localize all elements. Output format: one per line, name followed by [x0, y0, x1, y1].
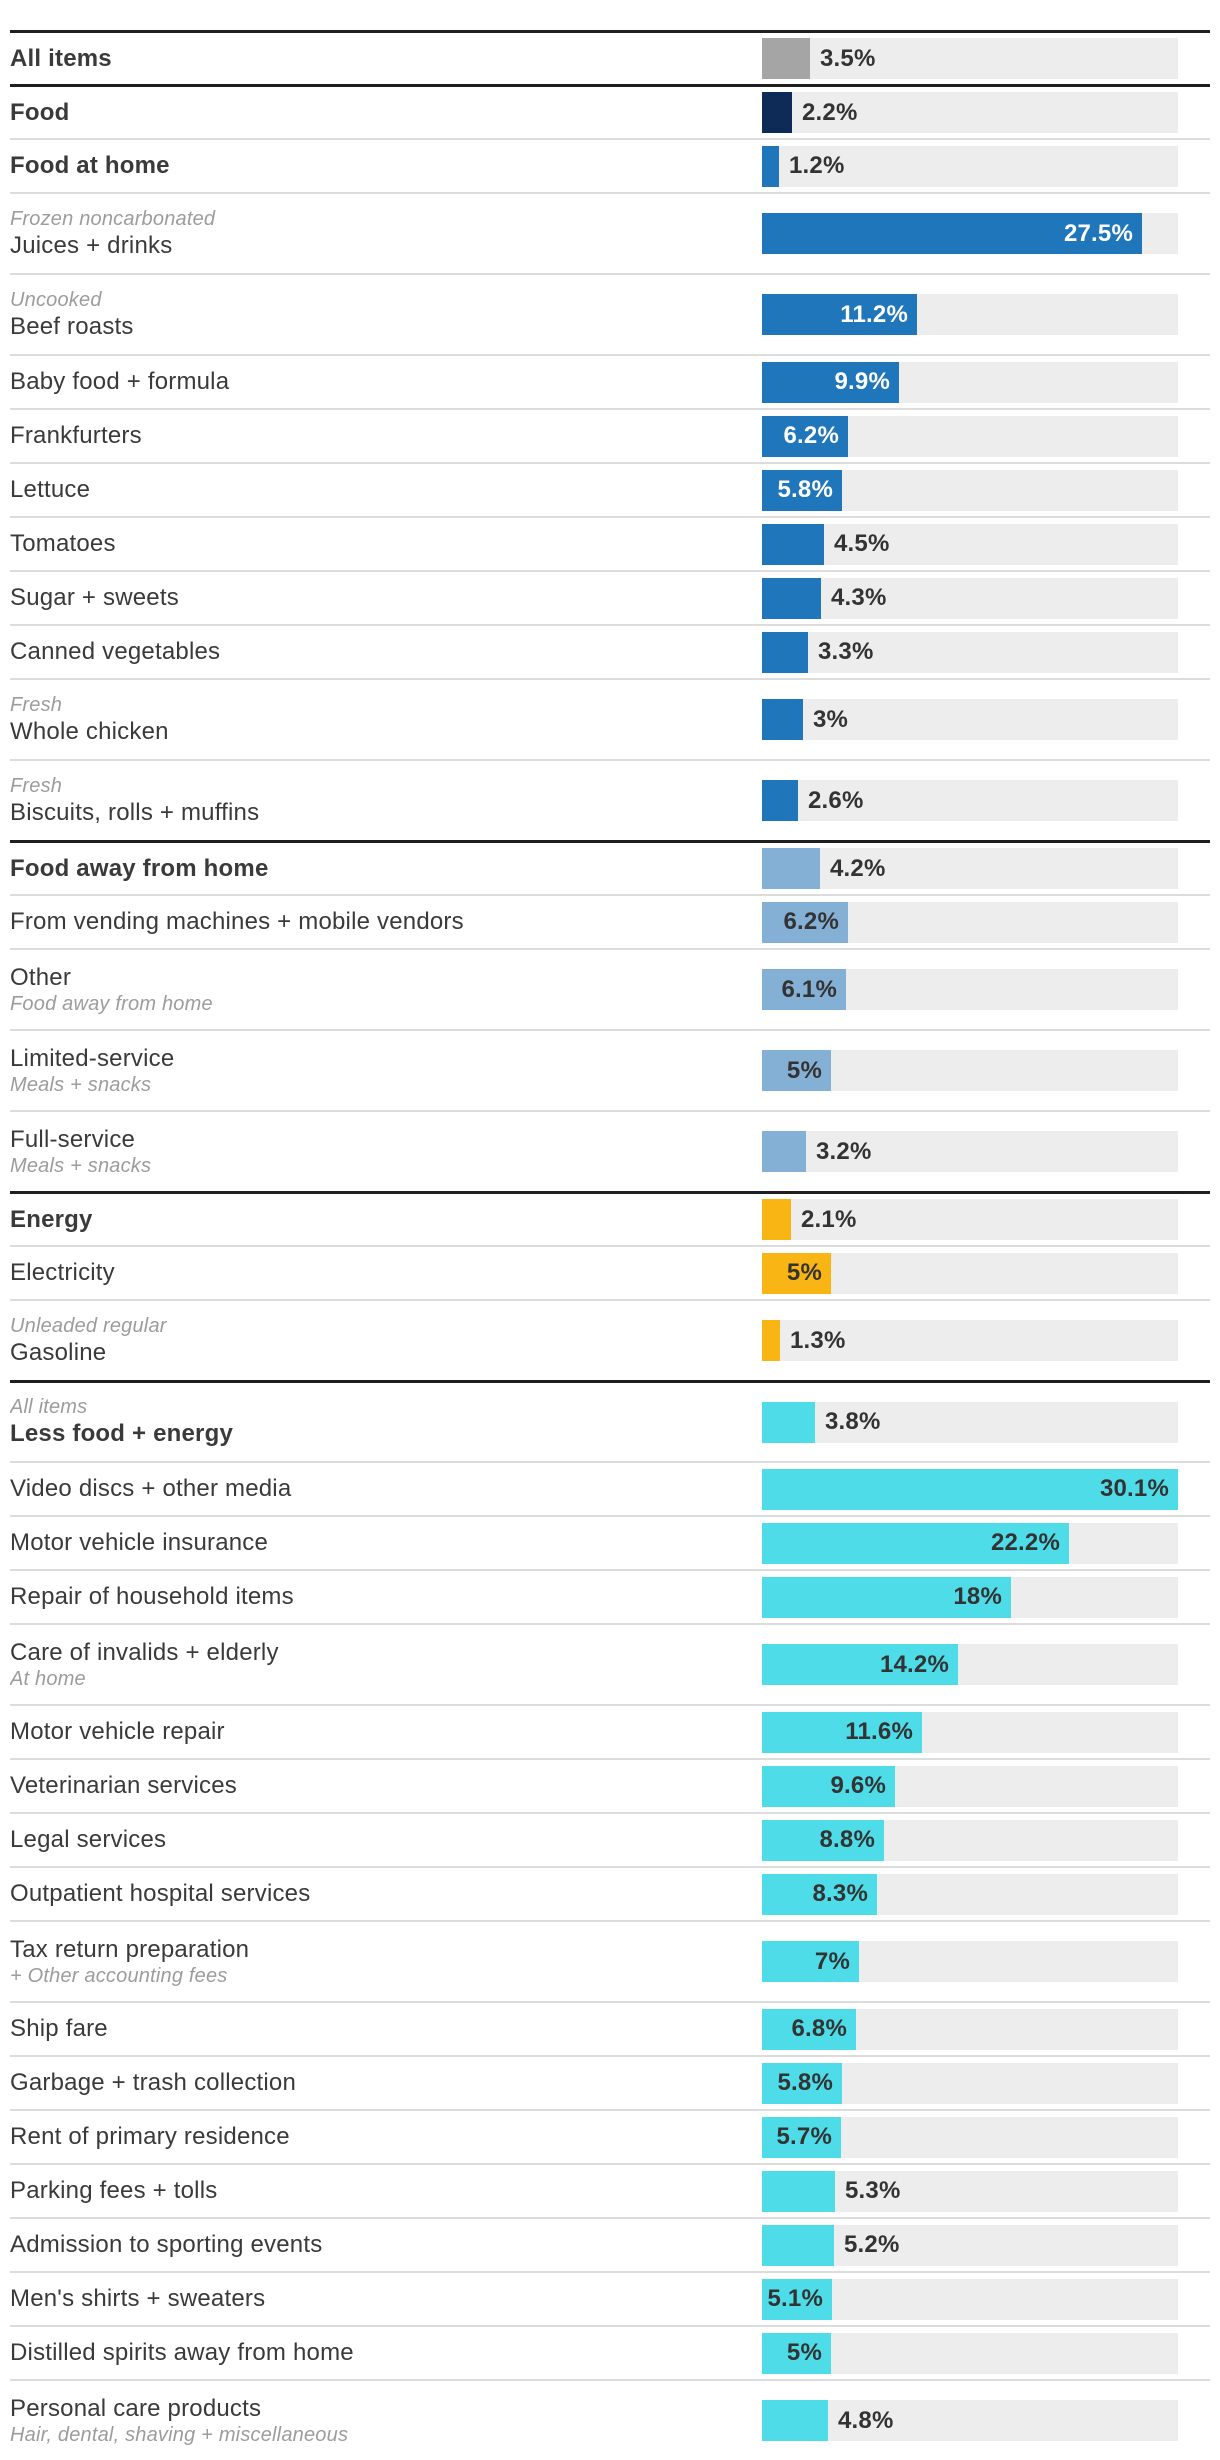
category-labels [10, 2176, 762, 2205]
bar-track [762, 1712, 1178, 1753]
bar-zone [762, 416, 1178, 457]
chart-row [10, 1623, 1210, 1704]
category-label: Canned vegetables [10, 638, 221, 666]
bar-zone [762, 1523, 1178, 1564]
bar-value-label: 6.2% [783, 908, 839, 935]
category-labels [10, 1935, 762, 1988]
bar-track [762, 1131, 1178, 1172]
bar-track [762, 524, 1178, 565]
bar-track [762, 632, 1178, 673]
bar [762, 2171, 835, 2212]
chart-row [10, 1245, 1210, 1299]
chart-row [10, 894, 1210, 948]
bar-zone [762, 2171, 1178, 2212]
category-sublabel: Unleaded regular [10, 1314, 167, 1337]
bar-track [762, 2117, 1178, 2158]
category-sublabel: + Other accounting fees [10, 1965, 228, 1988]
bar-value-label: 5% [786, 1259, 822, 1286]
bar [762, 1131, 806, 1172]
bar-track [762, 699, 1178, 740]
bar-track [762, 362, 1178, 403]
bar-zone [762, 38, 1178, 79]
bar-value-label: 5.7% [776, 2123, 832, 2150]
chart-row [10, 1758, 1210, 1812]
chart-row [10, 1515, 1210, 1569]
bar-value-label: 27.5% [1063, 219, 1133, 247]
category-labels [10, 2284, 762, 2313]
bar [762, 213, 1142, 254]
category-label: Biscuits, rolls + muffins [10, 798, 260, 826]
category-labels [10, 1582, 762, 1611]
chart-row [10, 1299, 1210, 1380]
category-labels [10, 1638, 762, 1691]
bar-value-label: 14.2% [879, 1650, 949, 1678]
category-label: Lettuce [10, 476, 91, 504]
bar-track [762, 1469, 1178, 1510]
chart-row [10, 1704, 1210, 1758]
category-labels [10, 693, 762, 746]
category-labels [10, 2338, 762, 2367]
bar-track [762, 1766, 1178, 1807]
category-labels [10, 207, 762, 260]
bar-value-label: 5.8% [777, 2069, 833, 2096]
bar-track [762, 969, 1178, 1010]
bar-value-label: 5% [786, 2339, 822, 2366]
bar [762, 1469, 1178, 1510]
category-sublabel: All items [10, 1396, 88, 1419]
bar [762, 1320, 780, 1361]
bar [762, 1199, 791, 1240]
category-label: Energy [10, 1205, 93, 1233]
category-label: Frankfurters [10, 422, 142, 450]
bar [762, 1941, 859, 1982]
category-labels [10, 2068, 762, 2097]
bar-value-label: 4.8% [838, 2406, 894, 2434]
bar [762, 2009, 856, 2050]
bar-zone [762, 362, 1178, 403]
bar [762, 1402, 815, 1443]
bar-zone [762, 92, 1178, 133]
bar [762, 1766, 895, 1807]
category-sublabel: Food away from home [10, 993, 213, 1016]
chart-row [10, 354, 1210, 408]
category-labels [10, 475, 762, 504]
bar [762, 2117, 841, 2158]
bar-value-label: 11.2% [840, 300, 908, 328]
bar [762, 38, 810, 79]
bar [762, 146, 779, 187]
category-labels [10, 1205, 762, 1234]
category-label: Repair of household items [10, 1583, 294, 1611]
bar-value-label: 5% [786, 1056, 822, 1084]
category-labels [10, 1771, 762, 1800]
inflation-bar-chart [10, 0, 1210, 2460]
bar-value-label: 3.2% [816, 1137, 872, 1165]
category-labels [10, 1044, 762, 1097]
chart-rows [10, 30, 1210, 2460]
category-label: From vending machines + mobile vendors [10, 908, 464, 936]
chart-row [10, 516, 1210, 570]
category-label: Outpatient hospital services [10, 1880, 311, 1908]
bar-value-label: 3.5% [820, 44, 876, 72]
bar [762, 2279, 832, 2320]
category-label: Tomatoes [10, 530, 116, 558]
bar-zone [762, 1874, 1178, 1915]
bar-value-label: 2.2% [802, 98, 858, 126]
bar-track [762, 1523, 1178, 1564]
category-label: Legal services [10, 1826, 167, 1854]
bar [762, 416, 848, 457]
category-labels [10, 1258, 762, 1287]
bar-value-label: 7% [814, 1947, 850, 1975]
bar-zone [762, 1320, 1178, 1361]
category-labels [10, 151, 762, 180]
category-label: Tax return preparation [10, 1935, 250, 1963]
category-label: Juices + drinks [10, 231, 173, 259]
bar-value-label: 30.1% [1099, 1475, 1169, 1502]
category-labels [10, 367, 762, 396]
category-labels [10, 1314, 762, 1367]
bar [762, 92, 792, 133]
bar-zone [762, 2333, 1178, 2374]
chart-row [10, 1380, 1210, 1461]
bar-track [762, 848, 1178, 889]
category-labels [10, 44, 762, 73]
bar-zone [762, 213, 1178, 254]
bar-value-label: 4.3% [831, 584, 887, 611]
bar [762, 2400, 828, 2441]
chart-row [10, 1866, 1210, 1920]
category-labels [10, 774, 762, 827]
bar [762, 699, 803, 740]
category-label: Motor vehicle insurance [10, 1529, 269, 1557]
bar-track [762, 146, 1178, 187]
category-label: Baby food + formula [10, 368, 230, 396]
bar [762, 1523, 1069, 1564]
chart-row [10, 570, 1210, 624]
chart-row [10, 2325, 1210, 2379]
bar-value-label: 5.3% [845, 2177, 901, 2204]
category-label: Video discs + other media [10, 1475, 292, 1503]
category-label: Limited-service [10, 1044, 175, 1072]
bar-value-label: 1.2% [789, 152, 845, 179]
bar [762, 470, 842, 511]
bar-zone [762, 2117, 1178, 2158]
bar [762, 1874, 877, 1915]
bar-value-label: 6.8% [791, 2015, 847, 2042]
chart-row [10, 840, 1210, 894]
bar-zone [762, 578, 1178, 619]
bar-track [762, 902, 1178, 943]
category-sublabel: Uncooked [10, 288, 102, 311]
bar-zone [762, 1644, 1178, 1685]
category-sublabel: Hair, dental, shaving + miscellaneous [10, 2424, 349, 2447]
category-labels [10, 963, 762, 1016]
category-labels [10, 421, 762, 450]
bar-zone [762, 2063, 1178, 2104]
category-sublabel: Fresh [10, 693, 63, 716]
bar-track [762, 213, 1178, 254]
category-labels [10, 98, 762, 127]
category-label: Care of invalids + elderly [10, 1638, 279, 1666]
bar-zone [762, 2225, 1178, 2266]
bar-track [762, 1320, 1178, 1361]
bar-track [762, 1402, 1178, 1443]
bar-value-label: 18% [953, 1583, 1002, 1610]
bar-track [762, 1874, 1178, 1915]
bar [762, 969, 846, 1010]
category-labels [10, 1825, 762, 1854]
bar-zone [762, 1469, 1178, 1510]
bar-track [762, 2279, 1178, 2320]
chart-row [10, 192, 1210, 273]
chart-row [10, 30, 1210, 84]
bar-value-label: 3.8% [825, 1408, 881, 1435]
category-labels [10, 1474, 762, 1503]
bar-zone [762, 1820, 1178, 1861]
bar-track [762, 470, 1178, 511]
chart-row [10, 2163, 1210, 2217]
chart-row [10, 2271, 1210, 2325]
category-sublabel: Meals + snacks [10, 1074, 152, 1097]
chart-row [10, 2055, 1210, 2109]
bar-zone [762, 1199, 1178, 1240]
bar-track [762, 2333, 1178, 2374]
bar-value-label: 8.3% [812, 1880, 868, 1907]
bar-value-label: 4.2% [830, 854, 886, 882]
bar-value-label: 5.2% [844, 2231, 900, 2258]
category-label: Garbage + trash collection [10, 2069, 297, 2097]
category-labels [10, 2122, 762, 2151]
bar-track [762, 1941, 1178, 1982]
bar-track [762, 2400, 1178, 2441]
category-sublabel: At home [10, 1668, 86, 1691]
bar [762, 2225, 834, 2266]
category-label: Food at home [10, 152, 170, 180]
bar-zone [762, 632, 1178, 673]
category-label: Full-service [10, 1125, 136, 1153]
chart-row [10, 1812, 1210, 1866]
bar-value-label: 3% [813, 705, 849, 733]
category-labels [10, 1125, 762, 1178]
chart-row [10, 84, 1210, 138]
category-label: Beef roasts [10, 312, 134, 340]
bar-track [762, 2009, 1178, 2050]
bar-track [762, 2063, 1178, 2104]
chart-row [10, 2109, 1210, 2163]
bar-zone [762, 969, 1178, 1010]
chart-row [10, 1110, 1210, 1191]
bar-zone [762, 2400, 1178, 2441]
bar [762, 524, 824, 565]
bar [762, 294, 917, 335]
chart-row [10, 678, 1210, 759]
bar [762, 578, 821, 619]
bar [762, 632, 808, 673]
chart-row [10, 2217, 1210, 2271]
bar-zone [762, 1131, 1178, 1172]
category-labels [10, 1528, 762, 1557]
chart-row [10, 2001, 1210, 2055]
bar-value-label: 2.6% [808, 786, 864, 814]
category-label: All items [10, 44, 112, 72]
category-labels [10, 2230, 762, 2259]
bar-track [762, 1644, 1178, 1685]
bar-track [762, 1199, 1178, 1240]
bar-zone [762, 294, 1178, 335]
bar-zone [762, 524, 1178, 565]
bar-zone [762, 848, 1178, 889]
category-labels [10, 1717, 762, 1746]
category-label: Distilled spirits away from home [10, 2339, 354, 2367]
bar-track [762, 1050, 1178, 1091]
bar-value-label: 5.1% [767, 2285, 823, 2312]
bar-zone [762, 699, 1178, 740]
category-label: Less food + energy [10, 1420, 233, 1448]
category-sublabel: Fresh [10, 774, 63, 797]
chart-row [10, 1029, 1210, 1110]
bar-zone [762, 146, 1178, 187]
bar-value-label: 6.1% [781, 975, 837, 1003]
bar [762, 2063, 842, 2104]
category-label: Food away from home [10, 854, 269, 882]
bar-zone [762, 902, 1178, 943]
chart-row [10, 462, 1210, 516]
category-label: Motor vehicle repair [10, 1718, 225, 1746]
bar-value-label: 2.1% [801, 1205, 857, 1233]
category-label: Personal care products [10, 2394, 262, 2422]
bar [762, 1712, 922, 1753]
bar-track [762, 1820, 1178, 1861]
bar [762, 1050, 831, 1091]
category-labels [10, 2394, 762, 2447]
chart-row [10, 624, 1210, 678]
category-label: Veterinarian services [10, 1772, 237, 1800]
category-label: Sugar + sweets [10, 584, 179, 612]
bar-zone [762, 1402, 1178, 1443]
bar-track [762, 780, 1178, 821]
chart-row [10, 273, 1210, 354]
bar [762, 780, 798, 821]
bar-value-label: 5.8% [777, 476, 833, 503]
category-label: Ship fare [10, 2015, 108, 2043]
chart-row [10, 1461, 1210, 1515]
bar [762, 1644, 958, 1685]
bar-zone [762, 2009, 1178, 2050]
chart-row [10, 1569, 1210, 1623]
bar-value-label: 4.5% [834, 530, 890, 557]
category-labels [10, 288, 762, 341]
category-sublabel: Meals + snacks [10, 1155, 152, 1178]
chart-row [10, 1920, 1210, 2001]
bar [762, 1820, 884, 1861]
category-label: Food [10, 98, 70, 126]
bar-track [762, 2225, 1178, 2266]
bar-zone [762, 1941, 1178, 1982]
bar [762, 902, 848, 943]
category-labels [10, 907, 762, 936]
bar-value-label: 3.3% [818, 638, 874, 665]
category-label: Parking fees + tolls [10, 2177, 218, 2205]
bar-zone [762, 1577, 1178, 1618]
bar [762, 1577, 1011, 1618]
bar-zone [762, 1253, 1178, 1294]
bar-zone [762, 470, 1178, 511]
bar-track [762, 578, 1178, 619]
chart-row [10, 138, 1210, 192]
category-labels [10, 1879, 762, 1908]
category-labels [10, 854, 762, 883]
bar-zone [762, 1712, 1178, 1753]
bar-track [762, 92, 1178, 133]
category-labels [10, 583, 762, 612]
category-label: Electricity [10, 1259, 115, 1287]
chart-row [10, 2379, 1210, 2460]
bar-value-label: 8.8% [819, 1826, 875, 1853]
bar-zone [762, 1050, 1178, 1091]
bar-value-label: 1.3% [790, 1326, 846, 1354]
bar-value-label: 11.6% [845, 1718, 913, 1745]
bar-value-label: 9.6% [830, 1772, 886, 1799]
bar-value-label: 6.2% [783, 422, 839, 449]
bar-track [762, 1577, 1178, 1618]
bar-track [762, 416, 1178, 457]
bar-zone [762, 780, 1178, 821]
bar-value-label: 22.2% [990, 1529, 1060, 1556]
bar [762, 1253, 831, 1294]
bar-track [762, 38, 1178, 79]
bar-track [762, 2171, 1178, 2212]
bar-zone [762, 1766, 1178, 1807]
bar-zone [762, 2279, 1178, 2320]
category-label: Admission to sporting events [10, 2231, 323, 2259]
bar [762, 848, 820, 889]
chart-row [10, 759, 1210, 840]
category-labels [10, 1395, 762, 1448]
bar-value-label: 9.9% [834, 368, 890, 395]
chart-row [10, 948, 1210, 1029]
chart-row [10, 408, 1210, 462]
category-labels [10, 529, 762, 558]
bar-track [762, 1253, 1178, 1294]
bar-track [762, 294, 1178, 335]
category-label: Rent of primary residence [10, 2123, 290, 2151]
bar [762, 2333, 831, 2374]
category-sublabel: Frozen noncarbonated [10, 207, 216, 230]
category-label: Gasoline [10, 1338, 107, 1366]
chart-row [10, 1191, 1210, 1245]
category-labels [10, 2014, 762, 2043]
category-label: Men's shirts + sweaters [10, 2285, 266, 2313]
bar [762, 362, 899, 403]
category-label: Whole chicken [10, 717, 169, 745]
category-labels [10, 637, 762, 666]
category-label: Other [10, 963, 72, 991]
